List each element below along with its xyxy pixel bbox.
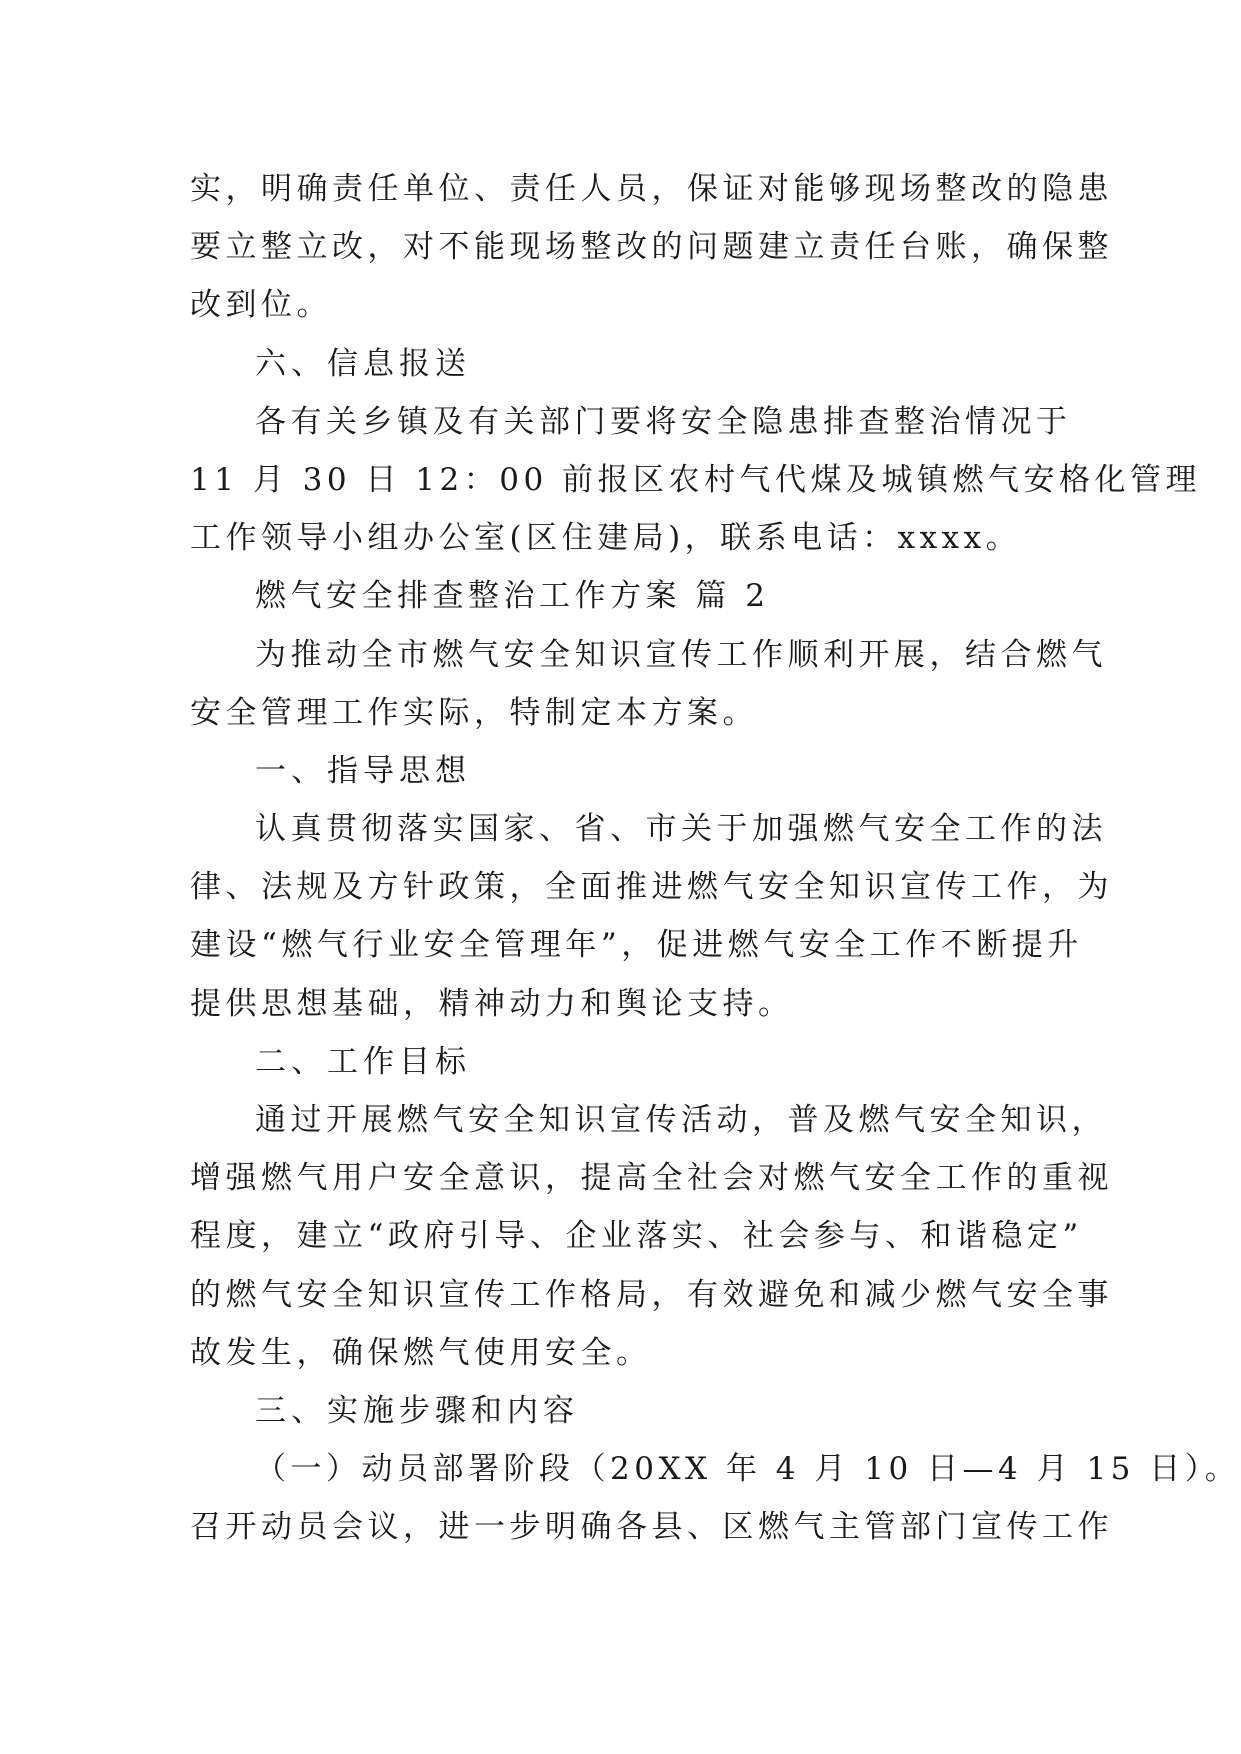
body-text-line: 程度，建立“政府引导、企业落实、社会参与、和谐稳定” (190, 1218, 1083, 1255)
body-text-line: 故发生，确保燃气使用安全。 (190, 1334, 652, 1371)
body-text-line: 安全管理工作实际，特制定本方案。 (190, 694, 758, 731)
document-part-title: 燃气安全排查整治工作方案 篇 2 (255, 578, 770, 615)
section-heading-info-report: 六、信息报送 (255, 345, 471, 382)
body-text-line: 各有关乡镇及有关部门要将安全隐患排查整治情况于 (255, 403, 1072, 440)
section-heading-guiding-thought: 一、指导思想 (255, 752, 471, 789)
body-text-line: 要立整立改，对不能现场整改的问题建立责任台账，确保整 (190, 229, 1113, 266)
body-text-line: 通过开展燃气安全知识宣传活动，普及燃气安全知识， (255, 1102, 1107, 1138)
body-text-line: 11 月 30 日 12：00 前报区农村气代煤及城镇燃气安格化管理 (190, 461, 1202, 498)
section-heading-implementation: 三、实施步骤和内容 (255, 1392, 579, 1429)
body-text-line: 工作领导小组办公室(区住建局)，联系电话：xxxx。 (190, 520, 1022, 557)
body-text-line: 实，明确责任单位、责任人员，保证对能够现场整改的隐患 (190, 171, 1113, 207)
subsection-heading-mobilization: （一）动员部署阶段（20XX 年 4 月 10 日—4 月 15 日）。 (255, 1451, 1241, 1488)
body-text-line: 增强燃气用户安全意识，提高全社会对燃气安全工作的重视 (190, 1160, 1113, 1197)
body-text-line: 为推动全市燃气安全知识宣传工作顺利开展，结合燃气 (255, 636, 1107, 673)
body-text-line: 认真贯彻落实国家、省、市关于加强燃气安全工作的法 (255, 811, 1107, 848)
section-heading-work-goals: 二、工作目标 (255, 1043, 471, 1080)
body-text-line: 召开动员会议，进一步明确各县、区燃气主管部门宣传工作 (190, 1509, 1113, 1546)
body-text-line: 律、法规及方针政策，全面推进燃气安全知识宣传工作，为 (190, 869, 1113, 906)
body-text-line: 的燃气安全知识宣传工作格局，有效避免和减少燃气安全事 (190, 1276, 1113, 1313)
body-text-line: 改到位。 (190, 287, 332, 324)
document-body (190, 160, 1241, 1557)
body-text-line: 提供思想基础，精神动力和舆论支持。 (190, 985, 794, 1022)
body-text-line: 建设“燃气行业安全管理年”，促进燃气安全工作不断提升 (190, 927, 1083, 964)
